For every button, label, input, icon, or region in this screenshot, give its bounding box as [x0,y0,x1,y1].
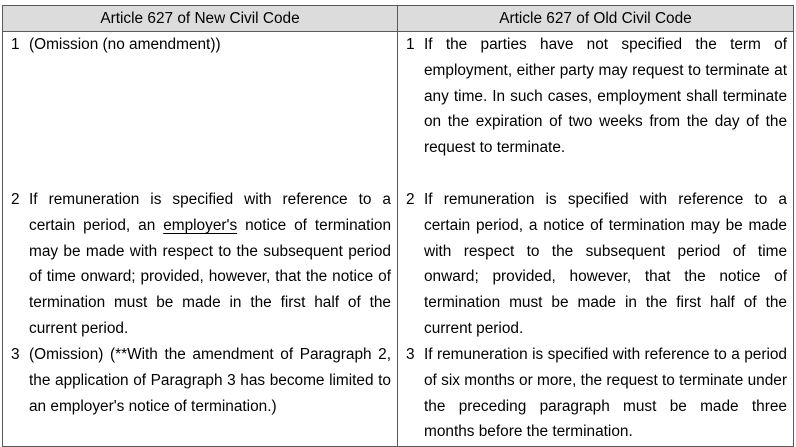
paragraph [11,342,391,419]
paragraph [406,342,787,445]
new-code-cell [3,32,398,188]
new-code-cell [3,187,398,342]
paragraph [11,32,391,58]
header-new-code: Article 627 of New Civil Code [3,6,398,32]
paragraph-text: (Omission) (**With the amendment of Paragraph 2, the application of Paragraph 3 has become limited to an employer's notice of termination.) [29,346,391,415]
paragraph-number: 3 [406,346,415,363]
table-row [3,187,794,342]
table-row [3,32,794,188]
table-row [3,342,794,447]
paragraph-text: (Omission (no amendment)) [29,36,221,53]
comparison-table [2,5,794,447]
text-segment: notice of termination may be made with respect to the subsequent period of time onward; provided, however, that the notice of termination must be made in the first half of the current period. [29,216,391,337]
paragraph-number: 2 [11,191,20,208]
paragraph-text: If remuneration is specified with reference to a period of six months or more, the request to terminate under the preceding paragraph must be made three months before the termination. [424,346,787,441]
old-code-cell [398,32,794,188]
paragraph [406,187,787,342]
paragraph [406,32,787,161]
paragraph-number: 1 [406,36,415,53]
paragraph-number: 1 [11,36,20,53]
new-code-cell [3,342,398,447]
paragraph-text: If remuneration is specified with reference to a certain period, a notice of termination may be made with respect to the subsequent period of time onward; provided, however, that the notice of termination must be made in the first half of the current period. [424,191,787,337]
underlined-term: employer's [163,216,238,234]
paragraph [11,187,391,342]
paragraph-text: If the parties have not specified the term of employment, either party may request to terminate at any time. In such cases, employment shall terminate on the expiration of two weeks from the day of the request to terminate. [424,36,787,157]
old-code-cell [398,342,794,447]
paragraph-number: 3 [11,346,20,363]
old-code-cell [398,187,794,342]
header-row [3,6,794,32]
paragraph-number: 2 [406,191,415,208]
header-old-code: Article 627 of Old Civil Code [398,6,794,32]
paragraph-text [29,187,391,342]
text-segment: If remuneration is specified with reference to a certain period, an [29,191,391,234]
